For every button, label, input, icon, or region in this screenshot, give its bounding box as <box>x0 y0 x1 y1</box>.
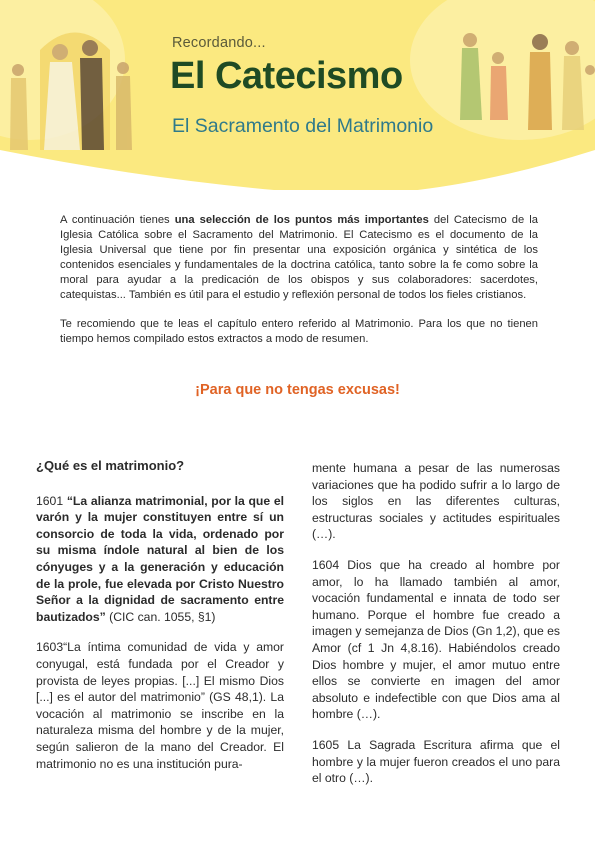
intro-text-bold: una selección de los puntos más importantes <box>174 214 429 226</box>
intro-paragraph-1 <box>60 213 538 304</box>
paragraph-1603: 1603“La íntima comunidad de vida y amor conyugal, está fundada por el Creador y provista de leyes propias. [...] El mismo Dios [...] es el autor del matrimonio” (GS 48,1). La vocación al matrimonio se inscribe en la naturaleza misma del hombre y de la mujer, según salieron de la mano del Creador. El matrimonio no es una institución pura- <box>36 640 284 771</box>
intro-text-start: A continuación tienes <box>60 214 175 226</box>
citation: (CIC can. 1055, §1) <box>105 609 216 624</box>
left-column <box>36 458 284 772</box>
header-banner <box>0 0 595 190</box>
intro-text-end: del Catecismo de la Iglesia Católica sobre el Sacramento del Matrimonio. El Catecismo es el documento de la Iglesia Universal que tiene por fin presentar una exposición orgánica y sintética de los contenidos esenciales y fundamentales de la doctrina católica, tanto sobre la fe como sobre la moral para ayudar a la predicación de los obispos y sus colaboradores: sacerdotes, catequistas... También es útil para el estudio y reflexión personal de todos los fieles cristianos. <box>60 214 538 302</box>
paragraph-1604: 1604 Dios que ha creado al hombre por amor, lo ha llamado también al amor, vocación fundamental e innata de todo ser humano. Porque el hombre fue creado a imagen y semejanza de Dios (Gn 1,2), que es Amor (cf 1 Jn 4,8.16). Habiéndolos creado Dios hombre y mujer, el amor mutuo entre ellos se convierte en imagen del amor absoluto e indefectible con que Dios ama al hombre (…). <box>312 557 560 722</box>
paragraph-1605: 1605 La Sagrada Escritura afirma que el hombre y la mujer fueron creados el uno para el otro (…). <box>312 737 560 786</box>
section-heading: ¿Qué es el matrimonio? <box>36 458 185 473</box>
paragraph-continuation: mente humana a pesar de las numerosas variaciones que ha podido sufrir a lo largo de los siglos en las diferentes culturas, estructuras sociales y actitudes espirituales (…). <box>312 461 560 542</box>
intro-paragraph-2: Te recomiendo que te leas el capítulo entero referido al Matrimonio. Para los que no tienen tiempo hemos compilado estos extractos a modo de resumen. <box>60 317 538 345</box>
paragraph-number: 1601 <box>36 493 67 508</box>
callout-text: ¡Para que no tengas excusas! <box>195 382 400 398</box>
pre-title: Recordando... <box>172 35 266 51</box>
paragraph-1601 <box>36 493 284 626</box>
right-column <box>312 460 560 787</box>
quote-bold: “La alianza matrimonial, por la que el varón y la mujer constituyen entre sí un consorcio de toda la vida, ordenado por su misma índole natural al bien de los cónyuges y a la generación y educación de la prole, fue elevada por Cristo Nuestro Señor a la dignidad de sacramento entre bautizados” <box>36 493 285 624</box>
page-subtitle: El Sacramento del Matrimonio <box>172 115 434 137</box>
page-title: El Catecismo <box>170 55 403 97</box>
intro-text <box>60 213 538 347</box>
